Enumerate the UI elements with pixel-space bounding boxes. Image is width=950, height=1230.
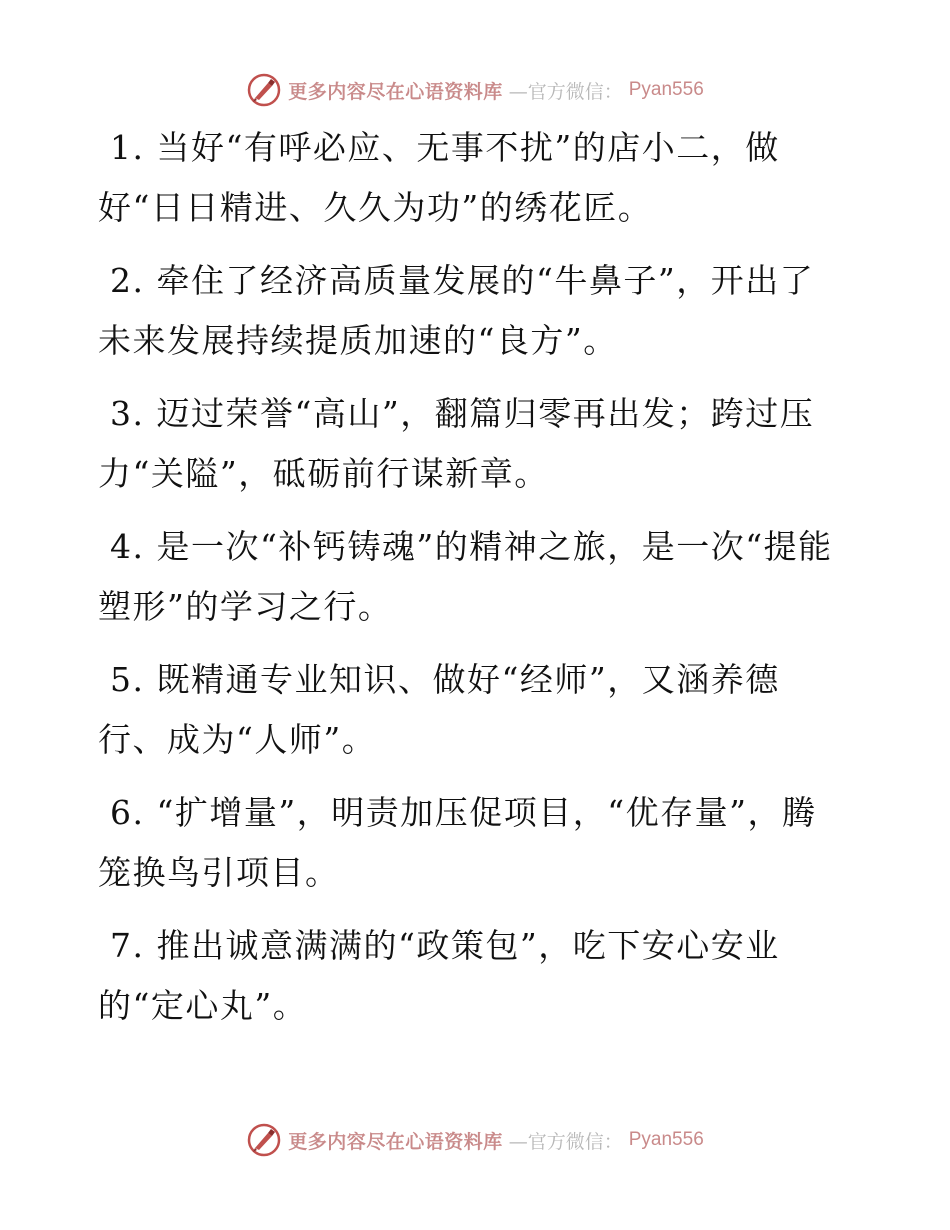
header-separator: —官方微信：: [508, 80, 623, 103]
footer-banner: [0, 1120, 950, 1160]
document-body: [98, 118, 838, 1049]
list-item: 2. 牵住了经济高质量发展的“牛鼻子”，开出了未来发展持续提质加速的“良方”。: [98, 261, 815, 360]
header-text: 更多内容尽在心语资料库: [288, 80, 503, 103]
header-banner: [0, 70, 950, 110]
list-item: 6. “扩增量”，明责加压促项目，“优存量”，腾笼换鸟引项目。: [98, 793, 817, 892]
pen-logo-icon: [246, 72, 282, 108]
list-item: 7. 推出诚意满满的“政策包”，吃下安心安业的“定心丸”。: [98, 926, 780, 1025]
footer-text: 更多内容尽在心语资料库: [288, 1130, 503, 1153]
list-item: 1. 当好“有呼必应、无事不扰”的店小二，做好“日日精进、久久为功”的绣花匠。: [98, 128, 780, 227]
pen-logo-icon: [246, 1122, 282, 1158]
footer-handle: Pyan556: [628, 1129, 704, 1150]
list-item: 4. 是一次“补钙铸魂”的精神之旅，是一次“提能塑形”的学习之行。: [98, 527, 833, 626]
list-item: 5. 既精通专业知识、做好“经师”，又涵养德行、成为“人师”。: [98, 660, 780, 759]
footer-separator: —官方微信：: [508, 1130, 623, 1153]
header-handle: Pyan556: [628, 79, 704, 100]
list-item: 3. 迈过荣誉“高山”，翻篇归零再出发；跨过压力“关隘”，砥砺前行谋新章。: [98, 394, 815, 493]
